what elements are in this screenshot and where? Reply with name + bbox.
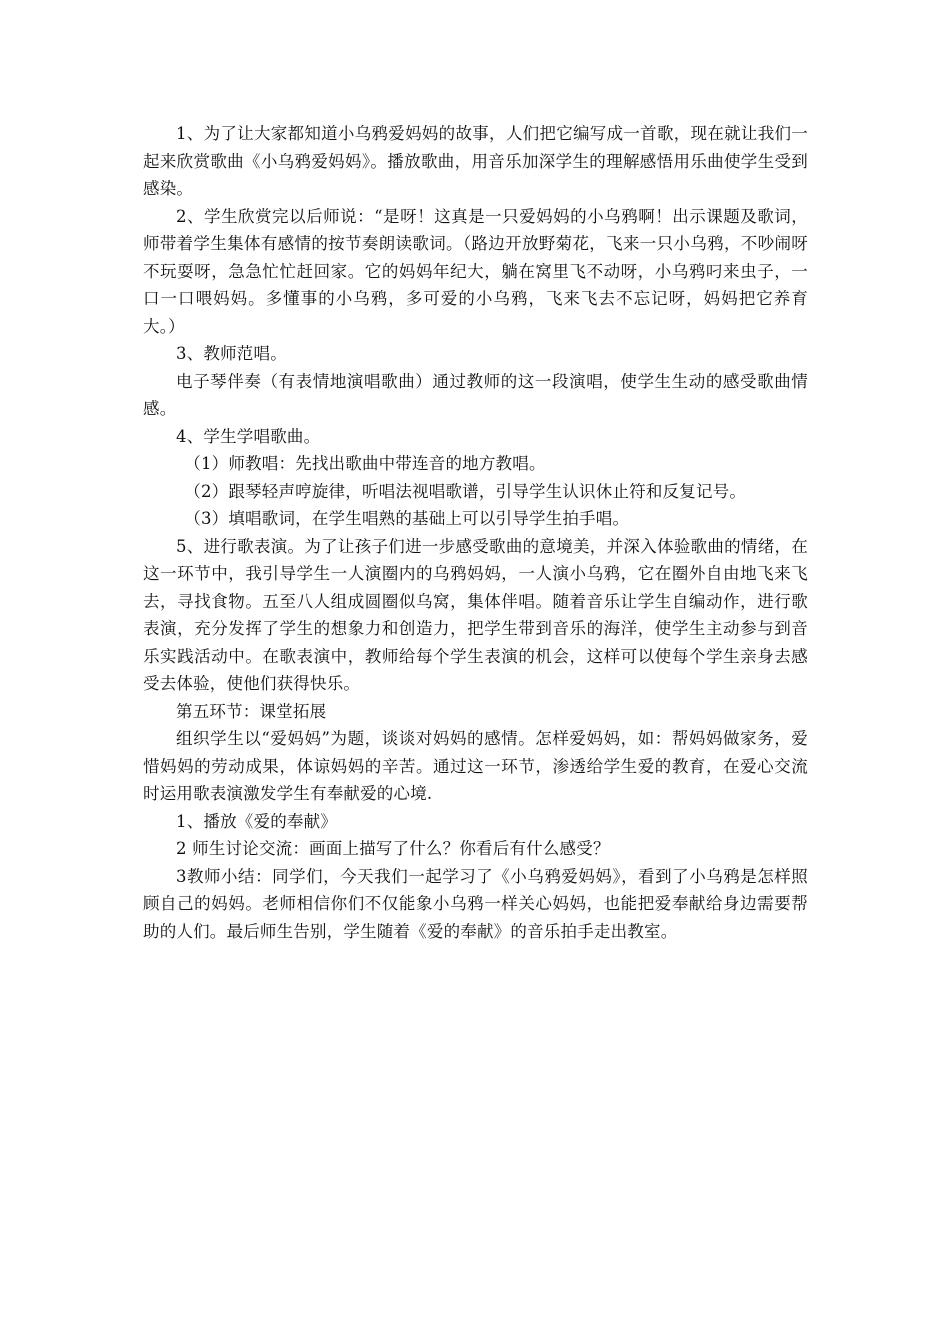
paragraph-substep-2: （2）跟琴轻声哼旋律，听唱法视唱歌谱，引导学生认识休止符和反复记号。 (184, 481, 747, 501)
document-body (143, 120, 808, 945)
paragraph-summary: 3教师小结：同学们，今天我们一起学习了《小乌鸦爱妈妈》，看到了小乌鸦是怎样照顾自己的妈妈。老师相信你们不仅能象小乌鸦一样关心妈妈，也能把爱奉献给身边需要帮助的人们。最后师生告别，学生随着《爱的奉献》的音乐拍手走出教室。 (143, 866, 808, 941)
paragraph-step-2: 2、学生欣赏完以后师说：“是呀！这真是一只爱妈妈的小乌鸦啊！出示课题及歌词，师带着学生集体有感情的按节奏朗读歌词。（路边开放野菊花，飞来一只小乌鸦，不吵闹呀不玩耍呀，急急忙忙赶回家。它的妈妈年纪大，躺在窝里飞不动呀，小乌鸦叼来虫子，一口一口喂妈妈。多懂事的小乌鸦，多可爱的小乌鸦，飞来飞去不忘记呀，妈妈把它养育大。） (143, 206, 808, 336)
paragraph-accompaniment: 电子琴伴奏（有表情地演唱歌曲）通过教师的这一段演唱，使学生生动的感受歌曲情感。 (143, 371, 808, 418)
paragraph-step-3: 3、教师范唱。 (176, 344, 287, 363)
paragraph-step-5: 5、进行歌表演。为了让孩子们进一步感受歌曲的意境美，并深入体验歌曲的情绪，在这一环节中，我引导学生一人演圈内的乌鸦妈妈，一人演小乌鸦，它在圈外自由地飞来飞去，寻找食物。五至八人组成圆圈似乌窝，集体伴唱。随着音乐让学生自编动作，进行歌表演，充分发挥了学生的想象力和创造力，把学生带到音乐的海洋，使学生主动参与到音乐实践活动中。在歌表演中，教师给每个学生表演的机会，这样可以使每个学生亲身去感受去体验，使他们获得快乐。 (143, 536, 808, 693)
paragraph-extension: 组织学生以“爱妈妈”为题，谈谈对妈妈的感情。怎样爱妈妈，如：帮妈妈做家务，爱惜妈妈的劳动成果，体谅妈妈的辛苦。通过这一环节，渗透给学生爱的教育，在爱心交流时运用歌表演激发学生有奉献爱的心境. (143, 729, 808, 803)
paragraph-substep-3: （3）填唱歌词，在学生唱熟的基础上可以引导学生拍手唱。 (184, 509, 630, 528)
paragraph-play-song: 1、播放《爱的奉献》 (176, 811, 337, 831)
paragraph-step-1: 1、为了让大家都知道小乌鸦爱妈妈的故事，人们把它编写成一首歌，现在就让我们一起来欣赏歌曲《小乌鸦爱妈妈》。播放歌曲，用音乐加深学生的理解感悟用乐曲使学生受到感染。 (143, 124, 808, 198)
paragraph-step-4: 4、学生学唱歌曲。 (176, 426, 321, 446)
paragraph-discussion: 2 师生讨论交流：画面上描写了什么？你看后有什么感受？ (176, 839, 610, 858)
section-heading: 第五环节：课堂拓展 (176, 701, 327, 721)
paragraph-substep-1: （1）师教唱：先找出歌曲中带连音的地方教唱。 (184, 454, 546, 473)
